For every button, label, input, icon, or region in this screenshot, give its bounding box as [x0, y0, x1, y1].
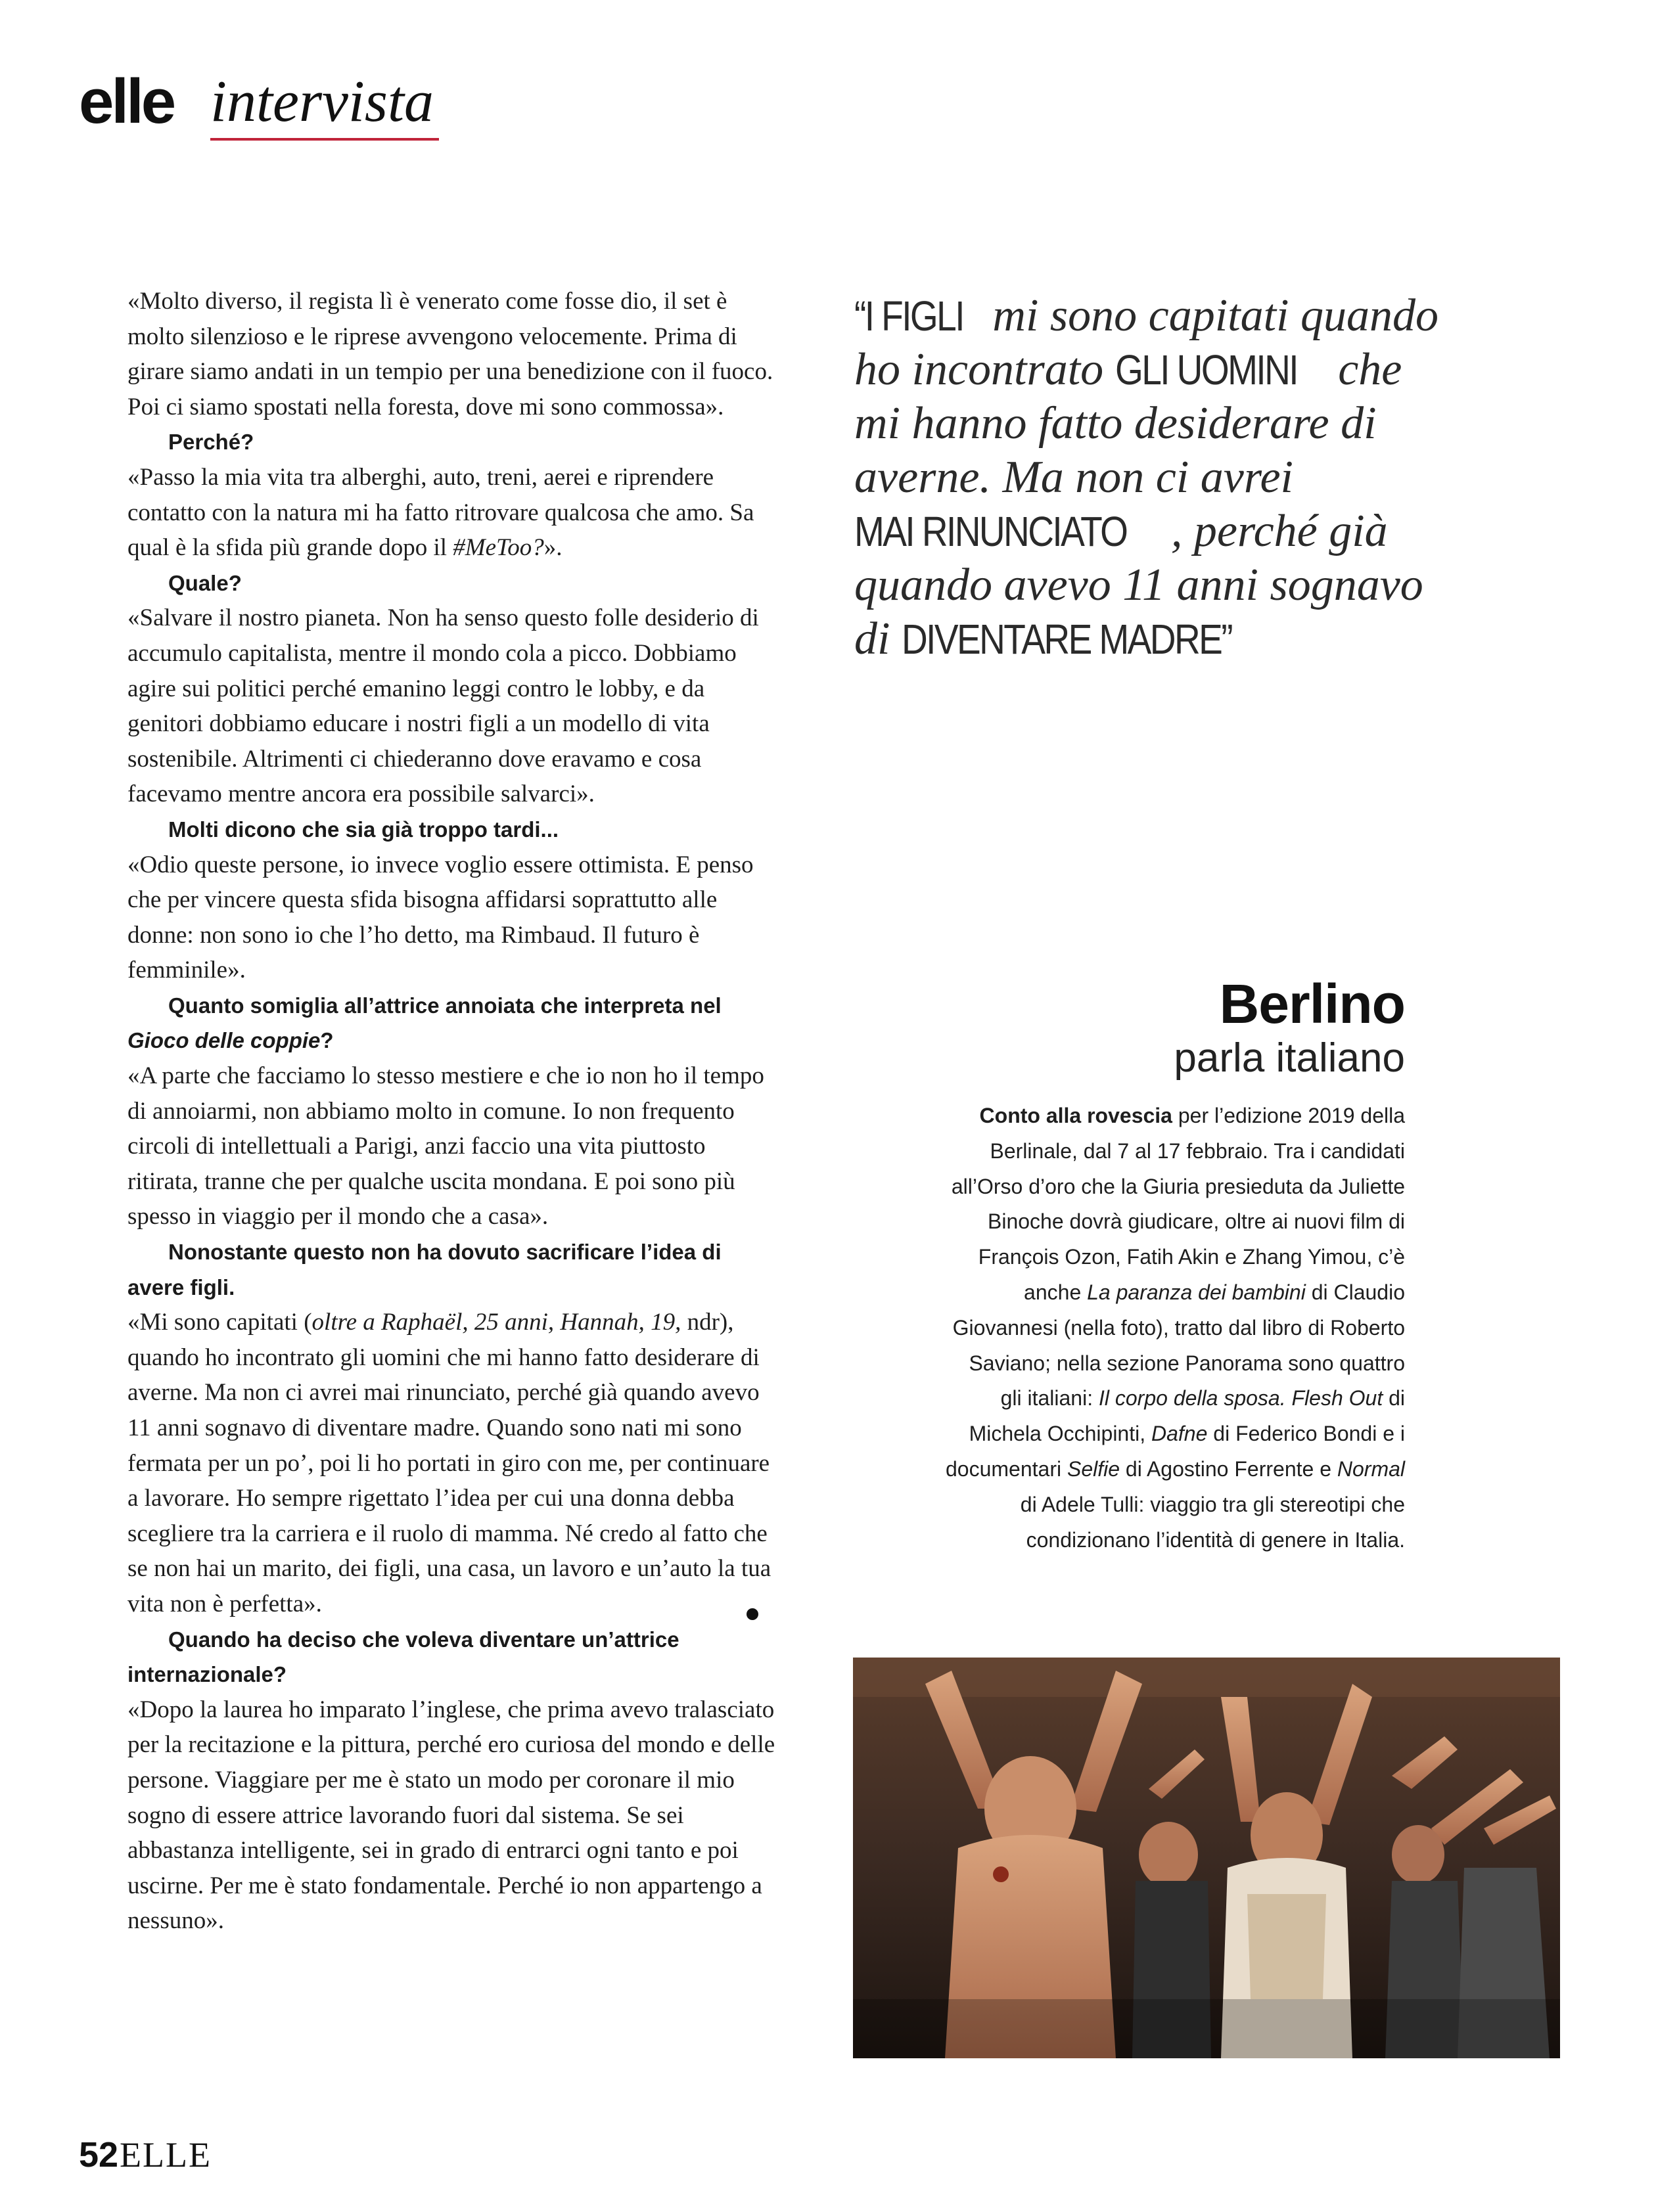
sidebar-text: di Agostino Ferrente e	[1120, 1456, 1337, 1481]
film-still-photo	[853, 1658, 1560, 2058]
interview-answer	[127, 284, 778, 424]
magazine-logo: elle	[79, 66, 174, 137]
interview-question	[127, 566, 778, 601]
pull-quote-caps: MAI RINUNCIATO	[854, 508, 1127, 555]
end-mark-icon	[747, 1608, 758, 1620]
text-run: «Passo la mia vita tra alberghi, auto, treni, aerei e riprendere contatto con la natura mi ha fatto ritrovare qualcosa che amo. Sa qual è la sfida più grande dopo il	[127, 463, 754, 562]
text-run: Nonostante questo non ha dovuto sacrificare l’idea di avere figli.	[127, 1240, 722, 1299]
text-run: «Salvare il nostro pianeta. Non ha senso questo folle desiderio di accumulo capitalista, mentre il mondo cola a picco. Dobbiamo agire sui politici perché emanino leggi contro le lobby, e da genitori dobbiamo educare i nostri figli a un modello di vita sostenibile. Altrimenti ci chiederanno dove eravamo e cosa facevamo mentre ancora era possibile salvarci».	[127, 604, 759, 808]
sidebar-text: di Claudio Giovannesi (nella foto), tratto dal libro di Roberto Saviano; nella sezione Panorama sono quattro gli italiani:	[952, 1280, 1405, 1411]
interview-question	[127, 988, 778, 1058]
film-title: Dafne	[1151, 1422, 1208, 1446]
text-run: «Mi sono capitati (	[127, 1309, 312, 1336]
text-run: Perché?	[168, 430, 254, 455]
footer-brand: ELLE	[120, 2135, 212, 2175]
sidebar-text: di Federico Bondi e i documentari	[945, 1422, 1405, 1481]
section-title: intervista	[210, 66, 439, 141]
sidebar-text: di Adele Tulli: viaggio tra gli stereotipi che condizionano l’identità di genere in Italia.	[1020, 1492, 1405, 1552]
film-still-illustration	[853, 1658, 1560, 2058]
interview-question	[127, 424, 778, 460]
text-run: Quando ha deciso che voleva diventare un’attrice internazionale?	[127, 1627, 679, 1687]
sidebar-title: Berlino	[1219, 973, 1405, 1035]
interview-answer	[127, 847, 778, 988]
interview-column	[127, 284, 778, 1939]
text-run: Quale?	[168, 570, 242, 595]
sidebar-text: per l’edizione 2019 della Berlinale, dal 7 al 17 febbraio. Tra i candidati all’Orso d’oro che la Giuria presieduta da Juliette Binoche dovrà giudicare, oltre ai nuovi film di François Ozon, Fatih Akin e Zhang Yimou, c’è anche	[951, 1104, 1405, 1304]
text-run: Molti dicono che sia già troppo tardi...	[168, 817, 559, 842]
text-run: ?	[320, 1028, 334, 1053]
sidebar-text: di Michela Occhipinti,	[969, 1386, 1405, 1446]
sidebar-subtitle: parla italiano	[1174, 1035, 1405, 1081]
interview-answer	[127, 1305, 778, 1621]
italic-text: #MeToo?	[453, 534, 544, 562]
text-run: Quanto somiglia all’attrice annoiata che interpreta nel	[168, 993, 722, 1018]
italic-text: Gioco delle coppie	[127, 1028, 321, 1053]
pull-quote	[854, 289, 1446, 666]
pull-quote-italic: , perché già quando avevo 11 anni sognavo di	[854, 506, 1423, 664]
pull-quote-caps: GLI UOMINI	[1115, 346, 1297, 394]
text-run: «Molto diverso, il regista lì è venerato come fosse dio, il set è molto silenzioso e le riprese avvengono velocemente. Prima di girare siamo andati in un tempio per una benedizione con il fuoco. Poi ci siamo spostati nella foresta, dove mi sono commossa».	[127, 288, 773, 420]
interview-question	[127, 1234, 778, 1305]
page-number: 52	[79, 2135, 119, 2175]
sidebar-lead: Conto alla rovescia	[979, 1104, 1172, 1127]
text-run: «Dopo la laurea ho imparato l’inglese, che prima avevo tralasciato per la recitazione e la pittura, perché ero curiosa del mondo e delle persone. Viaggiare per me è stato un modo per coronare il mio sogno di essere attrice lavorando fuori dal sistema. Se sei abbastanza intelligente, sei in grado di entrarci ogni tanto e poi uscirne. Per me è stato fondamentale. Perché io non appartengo a nessuno».	[127, 1696, 775, 1935]
text-run: «A parte che facciamo lo stesso mestiere e che io non ho il tempo di annoiarmi, non abbiamo molto in comune. Io non frequento circoli di intellettuali a Parigi, anzi faccio una vita piuttosto ritirata, tranne che per qualche uscita mondana. E poi sono più spesso in viaggio per il mondo che a casa».	[127, 1062, 764, 1230]
interview-answer	[127, 1692, 778, 1939]
italic-text: oltre a Raphaël, 25 anni, Hannah, 19,	[311, 1309, 681, 1336]
text-run: «Odio queste persone, io invece voglio essere ottimista. E penso che per vincere questa sfida bisogna affidarsi soprattutto alle donne: non sono io che l’ho detto, ma Rimbaud. Il futuro è femminile».	[127, 851, 754, 984]
text-run: ndr), quando ho incontrato gli uomini che mi hanno fatto desiderare di averne. Ma non ci avrei mai rinunciato, perché già quando avevo 11 anni sognavo di diventare madre. Quando sono nati mi sono fermata per un po’, poi li ho portati in giro con me, per continuare a lavorare. Ho sempre rigettato l’idea per cui una donna debba scegliere tra la carriera e il ruolo di mamma. Né credo al fatto che se non hai un marito, dei figli, una casa, un lavoro e un’auto la tua vita non è perfetta».	[127, 1309, 771, 1617]
sidebar-body	[945, 1098, 1405, 1558]
interview-question	[127, 812, 778, 847]
film-title: Selfie	[1067, 1456, 1120, 1481]
text-run: ».	[543, 534, 563, 562]
pull-quote-caps: DIVENTARE MADRE”	[901, 616, 1231, 663]
pull-quote-caps: “I FIGLI	[854, 292, 963, 340]
film-title: La paranza dei bambini	[1087, 1280, 1306, 1304]
film-title: Normal	[1337, 1456, 1405, 1481]
interview-answer	[127, 1058, 778, 1234]
interview-question	[127, 1622, 778, 1692]
interview-answer	[127, 600, 778, 812]
pull-quote-italic: che mi hanno fatto desiderare di averne. Ma non ci avrei	[854, 344, 1402, 503]
interview-answer	[127, 460, 778, 566]
pull-quote-italic: mi sono capitati quando ho incontrato	[854, 290, 1439, 395]
film-title: Il corpo della sposa. Flesh Out	[1098, 1386, 1383, 1411]
